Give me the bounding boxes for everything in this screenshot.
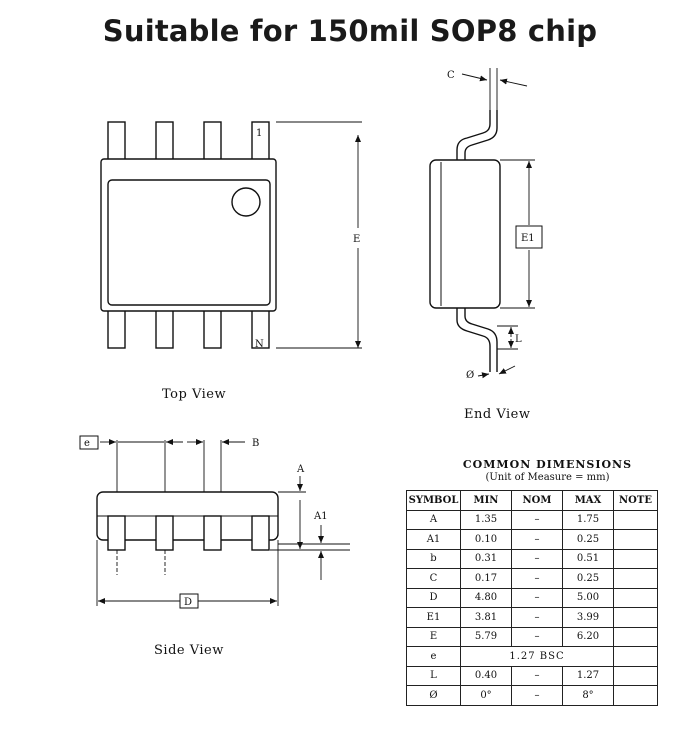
cell-symbol: b — [407, 549, 461, 569]
col-nom: NOM — [512, 491, 563, 511]
table-row — [407, 588, 658, 608]
bottom-pin — [204, 310, 221, 348]
cell-nom: – — [512, 588, 563, 608]
top-pin — [204, 122, 221, 160]
side-view — [80, 436, 350, 608]
pinN-label: N — [255, 339, 264, 350]
cell-max: 6.20 — [563, 627, 614, 647]
cell-symbol: A — [407, 510, 461, 530]
dim-L-label: L — [515, 334, 522, 345]
table-row — [407, 666, 658, 686]
cell-max: 5.00 — [563, 588, 614, 608]
cell-min: 1.35 — [461, 510, 512, 530]
col-note: NOTE — [614, 491, 658, 511]
col-symbol: SYMBOL — [407, 491, 461, 511]
cell-note — [614, 608, 658, 628]
table-row — [407, 627, 658, 647]
cell-min: 0.10 — [461, 530, 512, 550]
cell-note — [614, 510, 658, 530]
cell-min: 0.17 — [461, 569, 512, 589]
cell-max: 1.75 — [563, 510, 614, 530]
cell-note — [614, 627, 658, 647]
cell-note — [614, 530, 658, 550]
cell-note — [614, 647, 658, 667]
cell-symbol: D — [407, 588, 461, 608]
cell-symbol: C — [407, 569, 461, 589]
cell-note — [614, 549, 658, 569]
table-row — [407, 608, 658, 628]
table-row — [407, 569, 658, 589]
cell-span: 1.27 BSC — [461, 647, 614, 667]
pin1-label: 1 — [256, 128, 263, 139]
dim-e-label: e — [84, 438, 90, 449]
cell-nom: – — [512, 530, 563, 550]
cell-min: 3.81 — [461, 608, 512, 628]
table-header-row — [407, 491, 658, 511]
cell-note — [614, 666, 658, 686]
dims-table-subtitle: (Unit of Measure = mm) — [485, 472, 610, 483]
dim-B-label: B — [252, 438, 260, 449]
dim-D-label: D — [184, 597, 193, 608]
dim-theta-label: Ø — [466, 370, 475, 381]
dims-table-title: COMMON DIMENSIONS — [462, 458, 633, 471]
col-min: MIN — [461, 491, 512, 511]
dim-C-label: C — [447, 70, 455, 81]
cell-symbol: E — [407, 627, 461, 647]
cell-symbol: e — [407, 647, 461, 667]
cell-nom: – — [512, 686, 563, 706]
end-view-caption: End View — [464, 407, 531, 422]
cell-note — [614, 569, 658, 589]
cell-max: 8° — [563, 686, 614, 706]
cell-max: 1.27 — [563, 666, 614, 686]
end-view — [430, 68, 542, 376]
cell-note — [614, 686, 658, 706]
dimensions-table — [406, 490, 658, 706]
top-view-caption: Top View — [162, 387, 227, 402]
dim-E-label: E — [353, 234, 361, 245]
cell-note — [614, 588, 658, 608]
cell-min: 0.31 — [461, 549, 512, 569]
side-view-caption: Side View — [154, 643, 224, 658]
top-body-inner — [108, 180, 270, 305]
table-row — [407, 549, 658, 569]
cell-max: 0.51 — [563, 549, 614, 569]
table-row — [407, 686, 658, 706]
bottom-pin — [108, 310, 125, 348]
table-row — [407, 530, 658, 550]
col-max: MAX — [563, 491, 614, 511]
cell-nom: – — [512, 627, 563, 647]
top-view — [101, 122, 362, 348]
dim-A1-label: A1 — [314, 511, 328, 522]
dim-E1-label: E1 — [521, 233, 535, 244]
cell-min: 5.79 — [461, 627, 512, 647]
cell-nom: – — [512, 569, 563, 589]
top-pin — [108, 122, 125, 160]
cell-min: 4.80 — [461, 588, 512, 608]
cell-symbol: Ø — [407, 686, 461, 706]
table-row — [407, 647, 658, 667]
table-row — [407, 510, 658, 530]
cell-max: 3.99 — [563, 608, 614, 628]
cell-nom: – — [512, 549, 563, 569]
top-pin — [156, 122, 173, 160]
cell-min: 0° — [461, 686, 512, 706]
cell-min: 0.40 — [461, 666, 512, 686]
bottom-pin — [156, 310, 173, 348]
dim-A-label: A — [297, 464, 305, 475]
page-title: Suitable for 150mil SOP8 chip — [102, 14, 598, 48]
cell-symbol: E1 — [407, 608, 461, 628]
cell-nom: – — [512, 510, 563, 530]
cell-nom: – — [512, 608, 563, 628]
cell-nom: – — [512, 666, 563, 686]
cell-symbol: L — [407, 666, 461, 686]
cell-max: 0.25 — [563, 569, 614, 589]
cell-max: 0.25 — [563, 530, 614, 550]
cell-symbol: A1 — [407, 530, 461, 550]
